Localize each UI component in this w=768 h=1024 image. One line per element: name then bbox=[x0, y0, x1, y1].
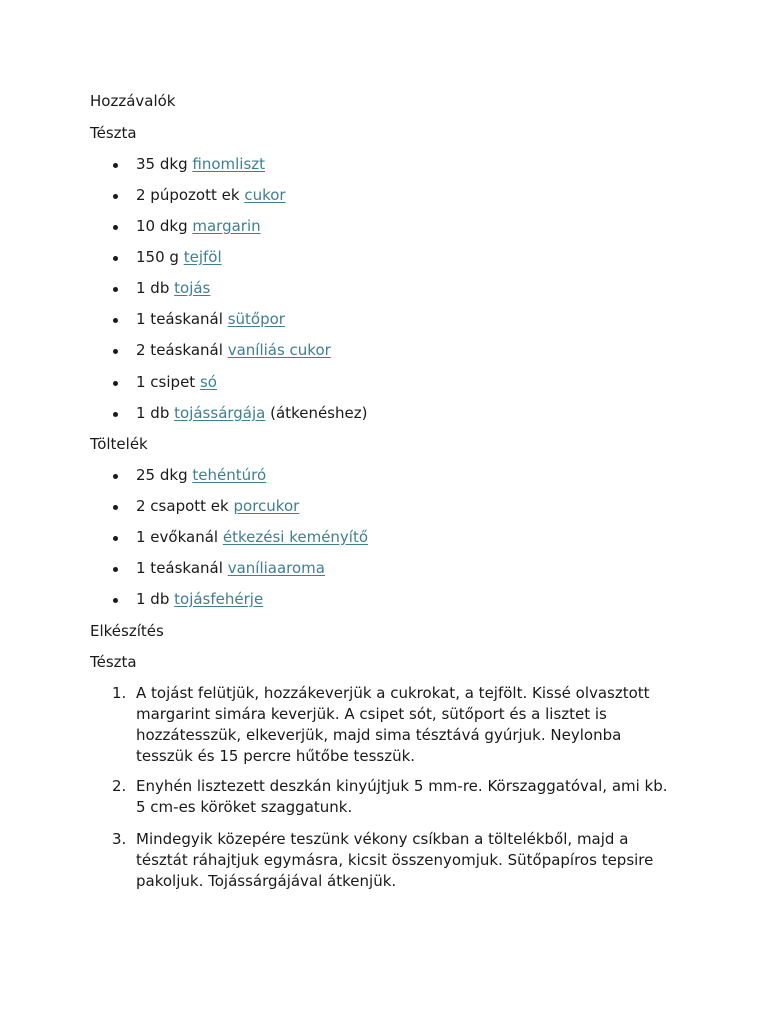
ingredient-amount: 1 evőkanál bbox=[136, 528, 219, 546]
list-item bbox=[0, 247, 700, 267]
bullet-icon bbox=[113, 287, 118, 292]
ingredient-text bbox=[136, 278, 210, 298]
ingredient-link[interactable]: sütőpor bbox=[227, 310, 285, 328]
list-item bbox=[0, 527, 700, 547]
ingredient-amount: 2 púpozott ek bbox=[136, 186, 240, 204]
ingredient-text bbox=[136, 309, 285, 329]
ingredient-text bbox=[136, 558, 325, 578]
bullet-icon bbox=[113, 505, 118, 510]
list-item bbox=[0, 278, 700, 298]
ingredient-text bbox=[136, 589, 263, 609]
ingredient-link[interactable]: tojásfehérje bbox=[174, 590, 264, 608]
ingredient-link[interactable]: tojássárgája bbox=[174, 404, 266, 422]
ingredient-link[interactable]: finomliszt bbox=[192, 155, 266, 173]
ingredient-link[interactable]: margarin bbox=[192, 217, 261, 235]
ingredient-amount: 1 db bbox=[136, 590, 170, 608]
step-text: Enyhén lisztezett deszkán kinyújtjuk 5 mm-re. Körszaggatóval, ami kb. 5 cm-es köröket szaggatunk. bbox=[136, 777, 668, 816]
ingredient-amount: 1 teáskanál bbox=[136, 310, 223, 328]
ingredient-link[interactable]: étkezési keményítő bbox=[222, 528, 369, 546]
ingredient-link[interactable]: só bbox=[199, 373, 217, 391]
bullet-icon bbox=[113, 349, 118, 354]
preparation-dough-heading: Tészta bbox=[90, 653, 137, 671]
ingredient-text bbox=[136, 185, 286, 205]
list-item bbox=[0, 154, 700, 174]
ingredient-link[interactable]: tejföl bbox=[183, 248, 222, 266]
list-item bbox=[0, 216, 700, 236]
ingredient-link[interactable]: cukor bbox=[244, 186, 286, 204]
ingredient-amount: 2 teáskanál bbox=[136, 341, 223, 359]
list-item bbox=[0, 589, 700, 609]
ingredient-amount: 150 g bbox=[136, 248, 179, 266]
ingredient-amount: 25 dkg bbox=[136, 466, 188, 484]
ingredient-amount: 1 db bbox=[136, 404, 170, 422]
bullet-icon bbox=[113, 567, 118, 572]
step-text: Mindegyik közepére teszünk vékony csíkban a töltelékből, majd a tésztát ráhajtjuk egymásra, kicsit összenyomjuk. Sütőpapíros tepsire pakoljuk. Tojássárgájával átkenjük. bbox=[136, 830, 654, 890]
bullet-icon bbox=[113, 194, 118, 199]
ingredient-amount: 10 dkg bbox=[136, 217, 188, 235]
ingredient-amount: 1 db bbox=[136, 279, 170, 297]
ingredient-text bbox=[136, 154, 265, 174]
bullet-icon bbox=[113, 381, 118, 386]
step-number: 2. bbox=[112, 777, 127, 795]
preparation-heading: Elkészítés bbox=[90, 622, 164, 640]
ingredient-link[interactable]: tehéntúró bbox=[192, 466, 267, 484]
list-item bbox=[0, 465, 700, 485]
ingredient-amount: 35 dkg bbox=[136, 155, 188, 173]
dough-heading: Tészta bbox=[90, 124, 137, 142]
step-text: A tojást felütjük, hozzákeverjük a cukrokat, a tejfölt. Kissé olvasztott margarint simára keverjük. A csipet sót, sütőport és a lisztet is hozzátesszük, elkeverjük, majd sima tésztává gyúrjuk. Neylonba tesszük és 15 percre hűtőbe tesszük. bbox=[136, 684, 650, 765]
list-item bbox=[0, 309, 700, 329]
ingredient-text bbox=[136, 247, 222, 267]
filling-heading: Töltelék bbox=[90, 435, 148, 453]
ingredient-text bbox=[136, 216, 261, 236]
step-number: 3. bbox=[112, 830, 127, 848]
step-number: 1. bbox=[112, 684, 127, 702]
list-item bbox=[0, 185, 700, 205]
ingredient-link[interactable]: porcukor bbox=[233, 497, 300, 515]
list-item bbox=[0, 372, 700, 392]
bullet-icon bbox=[113, 598, 118, 603]
ingredient-text bbox=[136, 372, 217, 392]
bullet-icon bbox=[113, 536, 118, 541]
ingredient-amount: 2 csapott ek bbox=[136, 497, 229, 515]
ingredient-amount: 1 teáskanál bbox=[136, 559, 223, 577]
ingredients-heading: Hozzávalók bbox=[90, 92, 176, 110]
bullet-icon bbox=[113, 256, 118, 261]
list-item bbox=[0, 340, 700, 360]
bullet-icon bbox=[113, 412, 118, 417]
list-item bbox=[0, 558, 700, 578]
list-item bbox=[0, 403, 700, 423]
ingredient-text bbox=[136, 527, 368, 547]
bullet-icon bbox=[113, 225, 118, 230]
ingredient-note: (átkenéshez) bbox=[270, 404, 368, 422]
ingredient-text bbox=[136, 465, 266, 485]
bullet-icon bbox=[113, 318, 118, 323]
ingredient-text bbox=[136, 403, 367, 423]
bullet-icon bbox=[113, 474, 118, 479]
ingredient-text bbox=[136, 340, 331, 360]
list-item bbox=[0, 496, 700, 516]
ingredient-link[interactable]: tojás bbox=[174, 279, 211, 297]
ingredient-amount: 1 csipet bbox=[136, 373, 196, 391]
ingredient-link[interactable]: vaníliaaroma bbox=[227, 559, 325, 577]
ingredient-text bbox=[136, 496, 299, 516]
ingredient-link[interactable]: vaníliás cukor bbox=[227, 341, 331, 359]
bullet-icon bbox=[113, 163, 118, 168]
